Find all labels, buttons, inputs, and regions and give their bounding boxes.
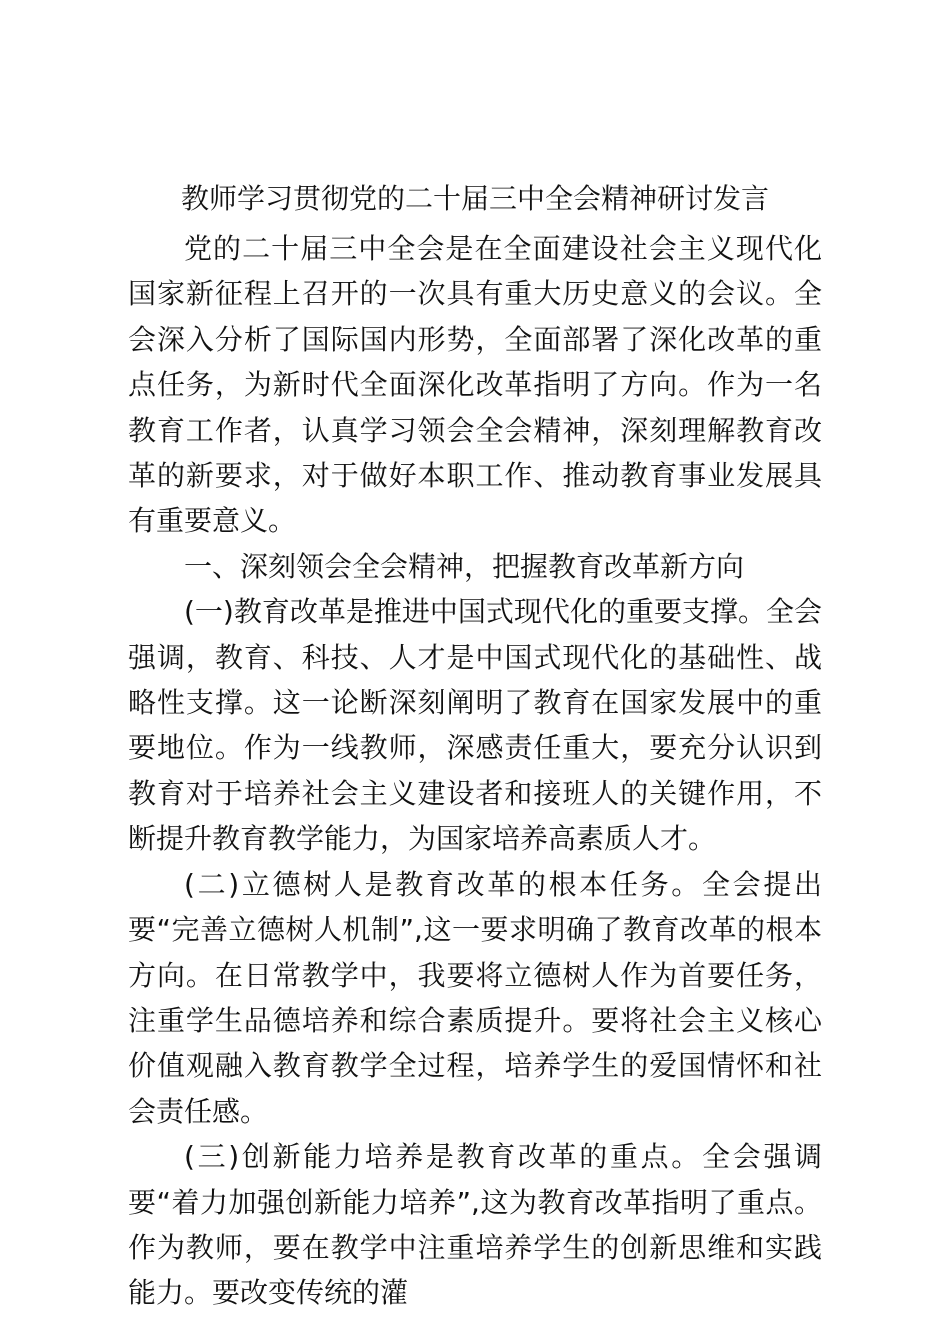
paragraph-3: (三)创新能力培养是教育改革的重点。全会强调要“着力加强创新能力培养”,这为教育改革指明了重点。作为教师，要在教学中注重培养学生的创新思维和实践能力。要改变传统的灌 (128, 1140, 822, 1310)
paragraph-1: (一)教育改革是推进中国式现代化的重要支撑。全会强调，教育、科技、人才是中国式现代化的基础性、战略性支撑。这一论断深刻阐明了教育在国家发展中的重要地位。作为一线教师，深感责任重大，要充分认识到教育对于培养社会主义建设者和接班人的关键作用，不断提升教育教学能力，为国家培养高素质人才。 (128, 595, 822, 856)
paragraph-2: (二)立德树人是教育改革的根本任务。全会提出要“完善立德树人机制”,这一要求明确了教育改革的根本方向。在日常教学中，我要将立德树人作为首要任务，注重学生品德培养和综合素质提升。要将社会主义核心价值观融入教育教学全过程，培养学生的爱国情怀和社会责任感。 (128, 867, 822, 1128)
document-title: 教师学习贯彻党的二十届三中全会精神研讨发言 (180, 182, 769, 215)
section-heading: 一、深刻领会全会精神，把握教育改革新方向 (184, 549, 745, 583)
intro-paragraph: 党的二十届三中全会是在全面建设社会主义现代化国家新征程上召开的一次具有重大历史意义的会议。全会深入分析了国际国内形势，全面部署了深化改革的重点任务，为新时代全面深化改革指明了方向。作为一名教育工作者，认真学习领会全会精神，深刻理解教育改革的新要求，对于做好本职工作、推动教育事业发展具有重要意义。 (128, 232, 822, 538)
document-body (128, 226, 822, 1316)
